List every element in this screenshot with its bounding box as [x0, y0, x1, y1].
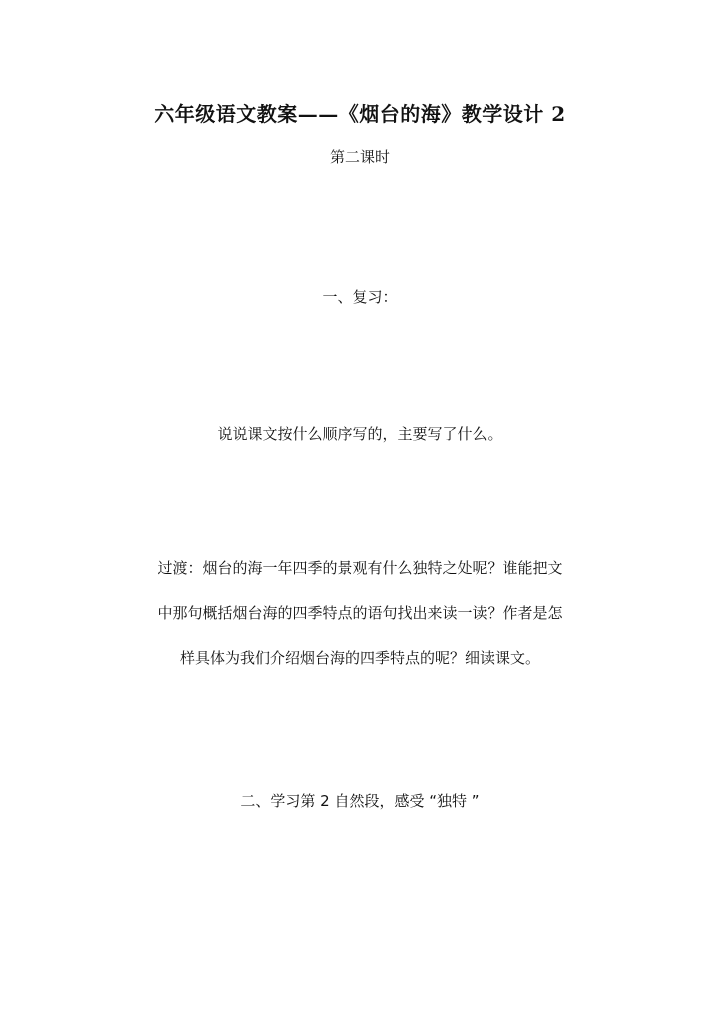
transition-line: 样具体为我们介绍烟台海的四季特点的呢？细读课文。	[179, 649, 540, 667]
section-heading-study: 二、学习第 2 自然段，感受 “独特 ”	[240, 792, 480, 810]
transition-line: 过渡：烟台的海一年四季的景观有什么独特之处呢？谁能把文	[157, 559, 563, 577]
transition-line: 中那句概括烟台海的四季特点的语句找出来读一读？作者是怎	[157, 604, 563, 622]
transition-paragraph	[0, 557, 720, 692]
section-heading-review: 一、复习：	[322, 288, 398, 306]
review-question: 说说课文按什么顺序写的，主要写了什么。	[217, 425, 503, 443]
document-title: 六年级语文教案——《烟台的海》教学设计 2	[154, 102, 566, 126]
lesson-subtitle: 第二课时	[329, 148, 390, 166]
